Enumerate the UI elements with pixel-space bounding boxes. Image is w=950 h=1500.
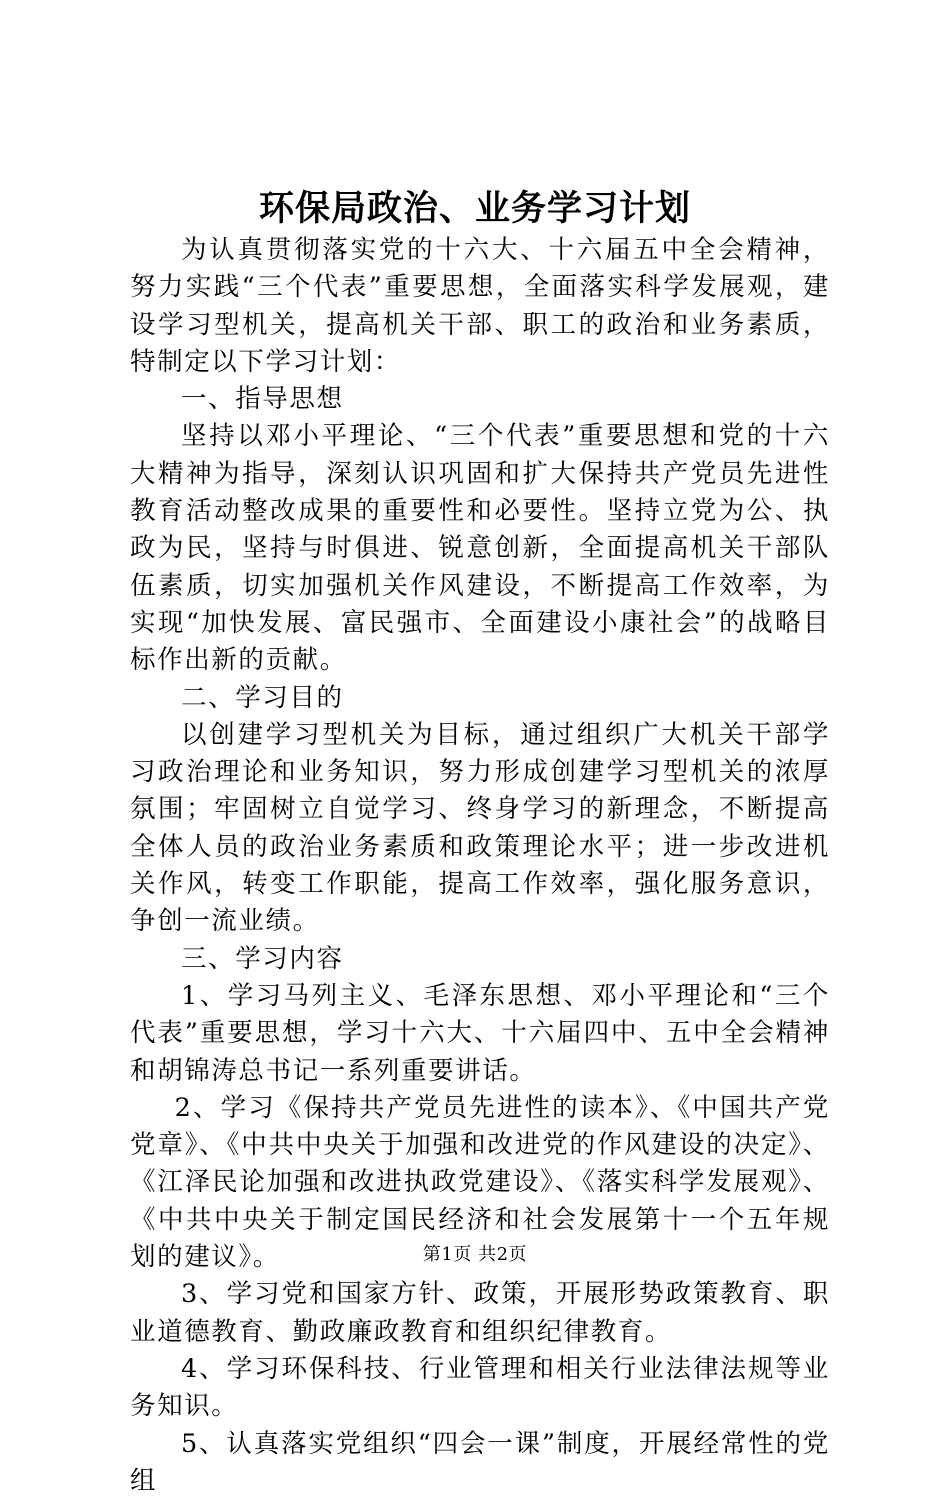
document-title: 环保局政治、业务学习计划 [0,186,950,232]
content-item-4: 4、学习环保科技、行业管理和相关行业法律法规等业务知识。 [130,1351,830,1426]
content-item-2: 2、学习《保持共产党员先进性的读本》、《中国共产党党章》、《中共中央关于加强和改进党的作风建设的决定》、《江泽民论加强和改进执政党建设》、《落实科学发展观》、《中共中央关于制定国民经济和社会发展第十一个五年规划的建议》。 [130,1090,830,1276]
content-item-1: 1、学习马列主义、毛泽东思想、邓小平理论和“三个代表”重要思想，学习十六大、十六届四中、五中全会精神和胡锦涛总书记一系列重要讲话。 [130,978,830,1090]
section-heading-guiding-thought: 一、指导思想 [130,381,830,418]
intro-paragraph: 为认真贯彻落实党的十六大、十六届五中全会精神，努力实践“三个代表”重要思想，全面落实科学发展观，建设学习型机关，提高机关干部、职工的政治和业务素质，特制定以下学习计划： [130,232,830,381]
section-heading-study-purpose: 二、学习目的 [130,680,830,717]
content-item-5: 5、认真落实党组织“四会一课”制度，开展经常性的党组 [130,1426,830,1500]
section-heading-study-content: 三、学习内容 [130,941,830,978]
guiding-thought-paragraph: 坚持以邓小平理论、“三个代表”重要思想和党的十六大精神为指导，深刻认识巩固和扩大保持共产党员先进性教育活动整改成果的重要性和必要性。坚持立党为公、执政为民，坚持与时俱进、锐意创新，全面提高机关干部队伍素质，切实加强机关作风建设，不断提高工作效率，为实现“加快发展、富民强市、全面建设小康社会”的战略目标作出新的贡献。 [130,418,830,679]
document-body [130,232,830,1500]
page-footer: 第1页 共2页 [0,1243,950,1267]
content-item-3: 3、学习党和国家方针、政策，开展形势政策教育、职业道德教育、勤政廉政教育和组织纪律教育。 [130,1276,830,1351]
study-purpose-paragraph: 以创建学习型机关为目标，通过组织广大机关干部学习政治理论和业务知识，努力形成创建学习型机关的浓厚氛围；牢固树立自觉学习、终身学习的新理念，不断提高全体人员的政治业务素质和政策理论水平；进一步改进机关作风，转变工作职能，提高工作效率，强化服务意识，争创一流业绩。 [130,717,830,941]
